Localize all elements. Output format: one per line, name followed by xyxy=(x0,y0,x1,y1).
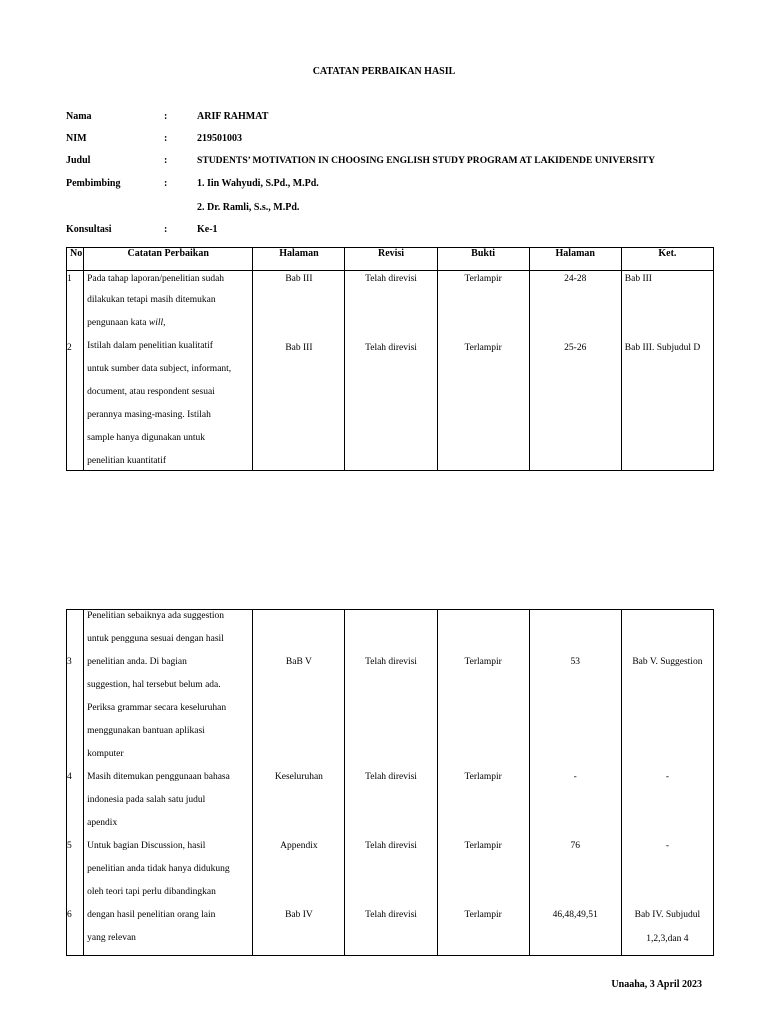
catatan-line: Penelitian sebaiknya ada suggestion xyxy=(87,611,225,621)
revisi-value: Telah direvisi xyxy=(365,343,417,353)
catatan-line: penelitian kuantitatif xyxy=(87,456,167,466)
revisi-value: Telah direvisi xyxy=(365,657,417,667)
revisi-cell xyxy=(345,610,437,956)
revisi-value: Telah direvisi xyxy=(365,910,417,920)
catatan-line: Pada tahap laporan/penelitian sudah xyxy=(87,274,225,284)
halaman2-cell xyxy=(529,610,621,956)
halaman-value: Bab III xyxy=(285,274,313,284)
revision-table-2 xyxy=(66,609,714,956)
header-bukti: Bukti xyxy=(437,248,529,271)
row-no: 4 xyxy=(67,772,72,782)
halaman2-value: 25-26 xyxy=(564,343,587,353)
catatan-line: Istilah dalam penelitian kualitatif xyxy=(87,341,213,351)
catatan-line: menggunakan bantuan aplikasi xyxy=(87,726,205,736)
revisi-cell xyxy=(345,271,437,471)
catatan-line: perannya masing-masing. Istilah xyxy=(87,410,211,420)
bukti-cell xyxy=(437,610,529,956)
colon: : xyxy=(164,178,168,189)
table-row xyxy=(67,610,714,956)
halaman-value: BaB V xyxy=(285,657,312,667)
pembimbing-2: 2. Dr. Ramli, S.s., M.Pd. xyxy=(197,202,300,213)
bukti-value: Terlampir xyxy=(464,274,502,284)
halaman2-value: 76 xyxy=(570,841,580,851)
catatan-line: suggestion, hal tersebut belum ada. xyxy=(87,680,221,690)
halaman2-value: 46,48,49,51 xyxy=(552,910,598,920)
catatan-line: sample hanya digunakan untuk xyxy=(87,433,206,443)
no-cell xyxy=(67,271,84,471)
revisi-value: Telah direvisi xyxy=(365,841,417,851)
colon: : xyxy=(164,133,168,144)
pembimbing-1: 1. Iin Wahyudi, S.Pd., M.Pd. xyxy=(197,178,319,189)
ket-value: Bab III. Subjudul D xyxy=(624,343,701,353)
catatan-line: Masih ditemukan penggunaan bahasa xyxy=(87,772,230,782)
bukti-value: Terlampir xyxy=(464,910,502,920)
header-catatan: Catatan Perbaikan xyxy=(84,248,253,271)
revisi-value: Telah direvisi xyxy=(365,274,417,284)
row-no: 3 xyxy=(67,657,72,667)
ket-value: Bab V. Suggestion xyxy=(632,657,703,667)
row-no: 1 xyxy=(67,274,72,284)
revisi-value: Telah direvisi xyxy=(365,772,417,782)
halaman-value: Bab III xyxy=(285,343,313,353)
nim-label: NIM xyxy=(66,133,87,144)
bukti-value: Terlampir xyxy=(464,343,502,353)
catatan-line: oleh teori tapi perlu dibandingkan xyxy=(87,887,216,897)
catatan-line: apendix xyxy=(87,818,118,828)
catatan-line: Untuk bagian Discussion, hasil xyxy=(87,841,206,851)
pembimbing-label: Pembimbing xyxy=(66,178,121,189)
ket-value: - xyxy=(665,841,669,851)
catatan-line: dengan hasil penelitian orang lain xyxy=(87,910,216,920)
catatan-line: untuk sumber data subject, informant, xyxy=(87,364,232,374)
halaman-value: Bab IV xyxy=(285,910,313,920)
halaman-value: Keseluruhan xyxy=(274,772,323,782)
colon: : xyxy=(164,111,168,122)
header-revisi: Revisi xyxy=(345,248,437,271)
halaman-cell xyxy=(253,271,345,471)
colon: : xyxy=(164,224,168,235)
nama-value: ARIF RAHMAT xyxy=(197,111,269,122)
halaman2-value: - xyxy=(573,772,577,782)
halaman-cell xyxy=(253,610,345,956)
bukti-value: Terlampir xyxy=(464,841,502,851)
catatan-cell xyxy=(84,610,253,956)
no-cell xyxy=(67,610,84,956)
colon: : xyxy=(164,155,168,166)
catatan-line: dilakukan tetapi masih ditemukan xyxy=(87,295,216,305)
bukti-value: Terlampir xyxy=(464,772,502,782)
halaman2-value: 24-28 xyxy=(564,274,587,284)
catatan-line: indonesia pada salah satu judul xyxy=(87,795,206,805)
nim-value: 219501003 xyxy=(197,133,242,144)
halaman2-value: 53 xyxy=(570,657,580,667)
ket-value: Bab III xyxy=(624,274,652,284)
row-no: 6 xyxy=(67,910,72,920)
judul-value: STUDENTS’ MOTIVATION IN CHOOSING ENGLISH STUDY PROGRAM AT LAKIDENDE UNIVERSITY xyxy=(197,155,656,166)
catatan-line: Periksa grammar secara keseluruhan xyxy=(87,703,227,713)
catatan-line: untuk pengguna sesuai dengan hasil xyxy=(87,634,224,644)
konsultasi-value: Ke-1 xyxy=(197,224,218,235)
halaman-value: Appendix xyxy=(280,841,318,851)
header-ket: Ket. xyxy=(621,248,713,271)
header-halaman-2: Halaman xyxy=(529,248,621,271)
bukti-cell xyxy=(437,271,529,471)
bukti-value: Terlampir xyxy=(464,657,502,667)
row-no: 2 xyxy=(67,343,72,353)
revision-table-1 xyxy=(66,247,714,471)
ket-value: Bab IV. Subjudul xyxy=(634,910,701,920)
catatan-line: penelitian anda tidak hanya didukung xyxy=(87,864,230,874)
ket-value: - xyxy=(665,772,669,782)
ket-cell xyxy=(621,610,713,956)
page-title: CATATAN PERBAIKAN HASIL xyxy=(312,66,456,77)
catatan-line: document, atau respondent sesuai xyxy=(87,387,215,397)
catatan-line: pengunaan kata will, xyxy=(87,318,166,328)
date-place: Unaaha, 3 April 2023 xyxy=(611,979,702,990)
ket-value-line2: 1,2,3,dan 4 xyxy=(646,934,689,944)
nama-label: Nama xyxy=(66,111,92,122)
catatan-line: komputer xyxy=(87,749,124,759)
catatan-line: yang relevan xyxy=(87,933,136,943)
header-halaman: Halaman xyxy=(253,248,345,271)
table-header-row xyxy=(67,248,714,271)
table-row xyxy=(67,271,714,471)
header-no: No xyxy=(67,248,84,271)
row-no: 5 xyxy=(67,841,72,851)
ket-cell xyxy=(621,271,713,471)
judul-label: Judul xyxy=(66,155,91,166)
catatan-cell xyxy=(84,271,253,471)
konsultasi-label: Konsultasi xyxy=(66,224,112,235)
halaman2-cell xyxy=(529,271,621,471)
catatan-line: penelitian anda. Di bagian xyxy=(87,657,187,667)
